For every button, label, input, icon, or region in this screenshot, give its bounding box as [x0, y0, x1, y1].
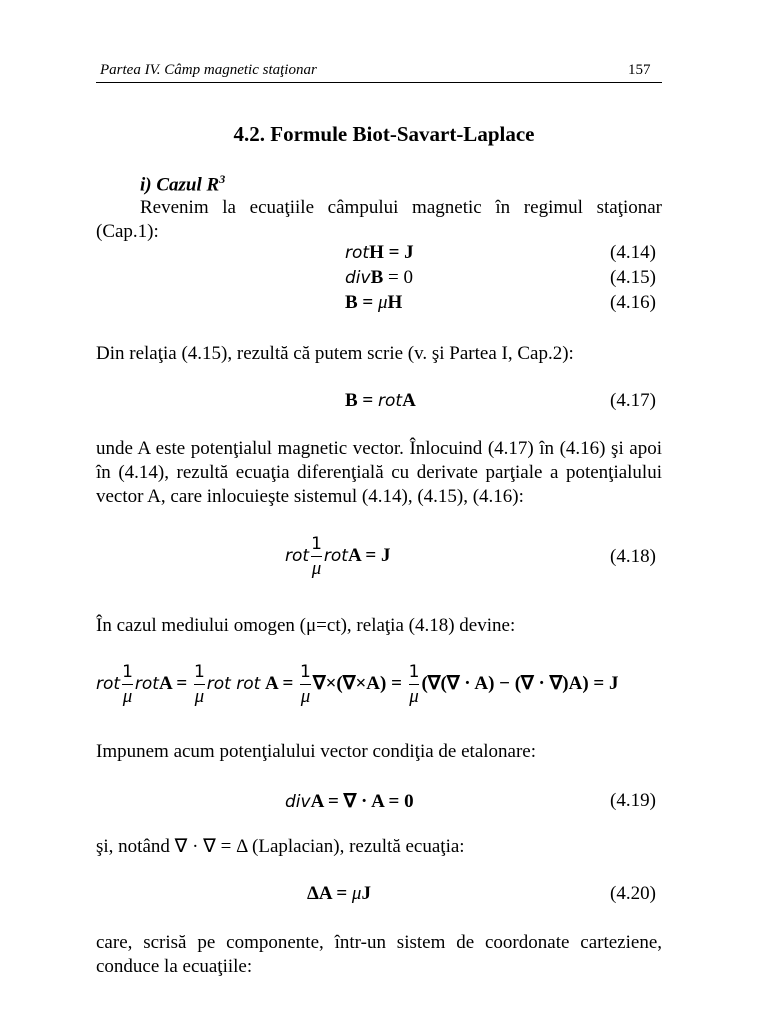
paragraph-1: Revenim la ecuaţiile câmpului magnetic în regimul staţionar (Cap.1): [96, 197, 662, 242]
long-n3: 1 [300, 660, 311, 685]
long-t2: A = [265, 672, 299, 694]
long-d1: μ [122, 686, 133, 707]
equation-4-14 [345, 242, 414, 264]
equation-4-17 [345, 390, 416, 412]
subsection-label: i) Cazul R [140, 174, 220, 196]
eq15-div: div [345, 268, 371, 288]
eq20-lhs: ΔA = [307, 883, 352, 904]
eq-number-4-20: (4.20) [610, 883, 656, 904]
eq-number-4-15: (4.15) [610, 267, 656, 288]
eq14-rot: rot [345, 243, 370, 263]
long-t1: A = [158, 672, 192, 694]
eq18-fraction [311, 532, 322, 581]
paragraph-2: Din relaţia (4.15), rezultă că putem scrie (v. şi Partea I, Cap.2): [96, 343, 574, 364]
long-t4: (∇(∇ · A) − (∇ · ∇)A) = J [421, 672, 619, 694]
equation-4-15 [345, 267, 413, 289]
long-frac-3 [300, 660, 311, 709]
long-d4: μ [409, 686, 419, 707]
equation-4-16 [345, 292, 402, 314]
eq15-zero: = 0 [383, 267, 413, 288]
eq-number-4-19: (4.19) [610, 790, 656, 811]
paragraph-4: În cazul mediului omogen (μ=ct), relaţia (4.18) devine: [96, 615, 516, 636]
paragraph-7: care, scrisă pe componente, într-un sistem de coordonate carteziene, conduce la ecuaţiile: [96, 932, 662, 977]
header-rule [96, 82, 662, 83]
eq19-body: A = ∇ · A = 0 [310, 791, 414, 812]
equation-long [96, 660, 619, 709]
eq-number-4-17: (4.17) [610, 390, 656, 411]
eq17-lhs: B = [345, 390, 378, 411]
eq19-div: div [285, 792, 311, 812]
long-rot2: rot [134, 673, 159, 694]
long-frac-1 [122, 660, 133, 709]
paragraph-3: unde A este potenţialul magnetic vector. Înlocuind (4.17) în (4.16) şi apoi în (4.14), rezultă ecuaţia diferenţială cu derivate parţiale a potenţialului vector A, care inlocuieşte sistemul (4.14), (4.15), (4.16): [96, 438, 662, 507]
subsection-heading [140, 172, 225, 196]
eq15-b: B [370, 267, 384, 288]
eq18-rot2: rot [323, 545, 348, 566]
eq18-num: 1 [311, 532, 322, 557]
eq18-rhs: A = J [347, 544, 391, 566]
eq17-rot: rot [378, 391, 403, 411]
eq-number-4-18: (4.18) [610, 546, 656, 567]
long-n2: 1 [194, 660, 205, 685]
long-frac-4 [409, 660, 420, 709]
eq16-mu: μ [378, 292, 388, 313]
long-frac-2 [194, 660, 205, 709]
long-n1: 1 [122, 660, 133, 685]
long-rot1: rot [96, 673, 121, 694]
eq16-h: H [387, 292, 403, 313]
eq-number-4-14: (4.14) [610, 242, 656, 263]
equation-4-20 [307, 883, 371, 905]
long-rotrot: rot rot [206, 673, 261, 694]
eq20-j: J [361, 883, 371, 904]
long-n4: 1 [409, 660, 420, 685]
eq14-body: H = J [369, 242, 414, 263]
section-title: 4.2. Formule Biot-Savart-Laplace [233, 122, 535, 146]
long-d3: μ [300, 686, 311, 707]
eq-number-4-16: (4.16) [610, 292, 656, 313]
long-d2: μ [194, 686, 205, 707]
page-number: 157 [628, 62, 651, 78]
eq16-lhs: B = [345, 292, 378, 313]
paragraph-6: şi, notând ∇ · ∇ = Δ (Laplacian), rezultă ecuaţia: [96, 836, 465, 857]
long-t3: ∇×(∇×A) = [312, 672, 407, 694]
eq18-den: μ [311, 558, 322, 579]
eq18-rot1: rot [285, 545, 310, 566]
equation-4-19 [285, 790, 414, 813]
equation-4-18 [285, 532, 390, 581]
paragraph-5: Impunem acum potenţialului vector condiţia de etalonare: [96, 741, 537, 762]
eq17-a: A [402, 390, 416, 411]
subsection-sup: 3 [219, 172, 226, 186]
eq20-mu: μ [351, 883, 362, 904]
running-header-title: Partea IV. Câmp magnetic staţionar [100, 62, 317, 78]
